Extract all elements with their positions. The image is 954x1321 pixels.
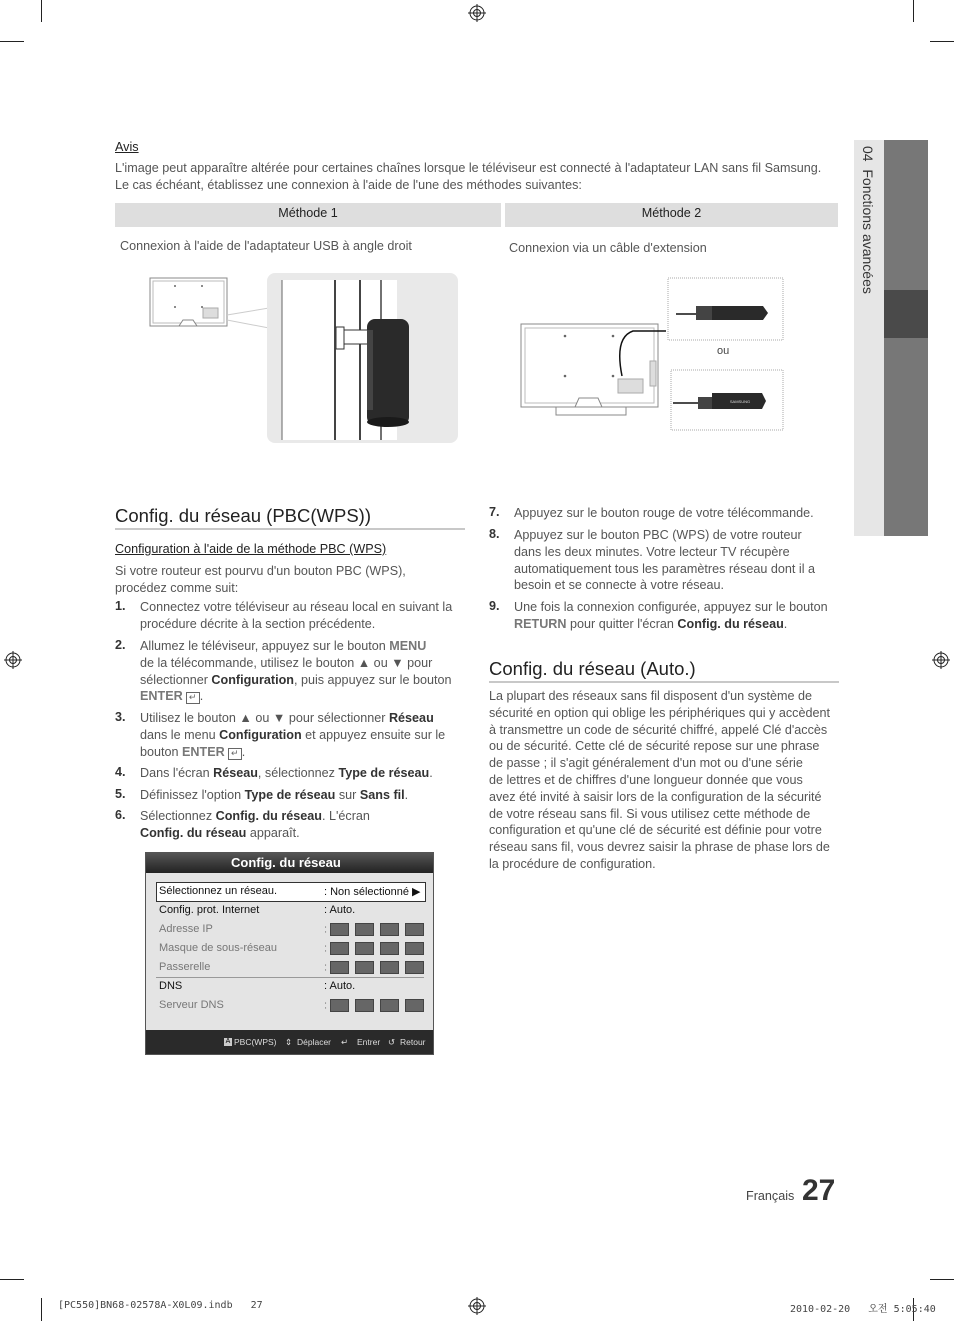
- step-number: 6.: [115, 808, 126, 822]
- ip-field[interactable]: [330, 923, 349, 936]
- step-7-text: Appuyez sur le bouton rouge de votre télécommande.: [514, 506, 814, 520]
- step-8-text: [514, 527, 815, 594]
- a-key-icon: A: [225, 1038, 231, 1045]
- footer-date: 2010-02-20 오전 5:05:40: [790, 1304, 936, 1315]
- auto-line: La plupart des réseaux sans fil disposent d'un système de: [489, 689, 813, 703]
- auto-line: ou de sécurité. Cette clé de sécurité repose sur une phrase: [489, 739, 820, 754]
- pbc-section-title: Config. du réseau (PBC(WPS)): [115, 505, 372, 526]
- step-text: .: [241, 744, 246, 759]
- registration-mark-icon: [932, 651, 950, 669]
- step-text: Allumez le téléviseur, appuyez sur le bouton: [140, 639, 390, 653]
- osd-row-value[interactable]: : Auto.: [324, 904, 356, 916]
- osd-divider: [156, 977, 424, 978]
- ip-field[interactable]: [355, 942, 374, 955]
- step-number: 9.: [489, 599, 500, 613]
- or-label: ou: [717, 345, 730, 357]
- method-2-description: Connexion via un câble d'extension: [509, 241, 707, 255]
- step-2-text: [140, 638, 451, 705]
- chapter-label: [858, 146, 878, 336]
- enter-key: ENTER: [140, 689, 183, 704]
- page-number: 27: [802, 1174, 836, 1207]
- step-8-line: automatiquement tous les paramètres réseau dont il a: [514, 561, 816, 576]
- step-number: 1.: [115, 599, 126, 613]
- step-number: 8.: [489, 527, 500, 541]
- network-config-osd: [145, 852, 434, 1055]
- ip-field[interactable]: [405, 999, 424, 1012]
- auto-line: avez été invité à saisir lors de la configuration de la sécurité: [489, 789, 822, 804]
- registration-mark-icon: [468, 1297, 486, 1315]
- step-text: apparaît.: [246, 825, 300, 840]
- osd-footer-enter: Entrer: [357, 1037, 381, 1047]
- avis-line-1: L'image peut apparaître altérée pour certaines chaînes lorsque le téléviseur est connecté à l'adaptateur LAN sans fil Samsung.: [115, 161, 822, 175]
- step-number: 7.: [489, 505, 500, 519]
- step-text: .: [429, 766, 433, 780]
- step-1-text: [140, 599, 452, 633]
- step-8-line: Appuyez sur le bouton PBC (WPS) de votre routeur: [514, 528, 802, 542]
- step-number: 4.: [115, 765, 126, 779]
- ip-field[interactable]: [330, 999, 349, 1012]
- step-text: . L'écran: [321, 809, 370, 823]
- ip-field[interactable]: [380, 923, 399, 936]
- crop-mark: [930, 41, 954, 42]
- step-text: .: [199, 689, 204, 704]
- chapter-tab-active: [884, 290, 928, 338]
- step-3-text: [140, 710, 445, 760]
- auto-body: [489, 688, 830, 873]
- menu-name: Type de réseau: [338, 766, 430, 780]
- method-1-description: Connexion à l'aide de l'adaptateur USB à angle droit: [120, 239, 412, 253]
- crop-mark: [930, 1279, 954, 1280]
- auto-line: de passe ; il s'agit généralement d'un mot ou d'une série: [489, 756, 803, 771]
- osd-row-value: [324, 923, 430, 936]
- osd-colon: :: [324, 999, 328, 1012]
- step-text: bouton: [140, 744, 183, 759]
- step-number: 2.: [115, 638, 126, 652]
- step-text: Utilisez le bouton ▲ ou ▼ pour sélectionner: [140, 711, 389, 725]
- osd-row-label: Sélectionnez un réseau.: [159, 885, 278, 897]
- ip-field[interactable]: [355, 923, 374, 936]
- crop-mark: [41, 0, 42, 22]
- ip-field[interactable]: [330, 942, 349, 955]
- method-1-header: Méthode 1: [115, 203, 501, 227]
- step-text: Sélectionnez: [140, 809, 216, 823]
- enter-icon: ↵: [228, 748, 242, 760]
- osd-row-value[interactable]: : Auto.: [324, 980, 356, 992]
- step-number: 3.: [115, 710, 126, 724]
- step-text: .: [404, 788, 409, 802]
- osd-footer-pbc[interactable]: PBC(WPS): [234, 1037, 277, 1047]
- step-text: pour quitter l'écran: [566, 616, 678, 631]
- auto-line: de votre réseau sans fil. Si vous utilisez cette méthode de: [489, 806, 811, 821]
- step-text: de la télécommande, utilisez le bouton ▲ ou ▼ pour: [140, 655, 433, 670]
- footer-language: Français: [746, 1189, 795, 1203]
- auto-line: configuration et qu'une clé de sécurité est définie pour votre: [489, 823, 822, 838]
- step-5-text: [140, 787, 408, 804]
- auto-line: de lettres et de chiffres d'une longueur donnée que vous: [489, 772, 803, 787]
- osd-row-value: [324, 961, 430, 974]
- step-number: 5.: [115, 787, 126, 801]
- step-text: dans le menu: [140, 727, 220, 742]
- enter-key: ENTER: [182, 744, 225, 759]
- osd-row-label: Passerelle: [159, 961, 211, 973]
- menu-name: Sans fil: [359, 788, 405, 802]
- osd-row-value: [324, 942, 430, 955]
- chapter-number: 04: [860, 146, 876, 162]
- step-text: Une fois la connexion configurée, appuyez sur le bouton: [514, 600, 828, 614]
- return-icon: ↺: [388, 1037, 396, 1047]
- usb-stick-brand: SAMSUNG: [729, 399, 751, 404]
- crop-mark: [0, 41, 24, 42]
- osd-title: Config. du réseau: [146, 853, 433, 873]
- updown-icon: ⇕: [285, 1037, 293, 1047]
- step-text: Dans l'écran: [140, 766, 214, 780]
- pbc-intro-1: Si votre routeur est pourvu d'un bouton PBC (WPS),: [115, 564, 406, 578]
- section-divider: [115, 528, 465, 530]
- method-1-illustration: [145, 270, 460, 445]
- step-text: , sélectionnez: [257, 766, 339, 780]
- osd-row-value: [324, 999, 430, 1012]
- pbc-subtitle: Configuration à l'aide de la méthode PBC (WPS): [115, 542, 387, 556]
- method-2-illustration: [518, 276, 788, 436]
- osd-footer-back[interactable]: Retour: [400, 1037, 426, 1047]
- auto-section-title: Config. du réseau (Auto.): [489, 658, 696, 679]
- step-8-line: dans les deux minutes. Votre lecteur TV récupère: [514, 544, 790, 559]
- ip-field[interactable]: [330, 961, 349, 974]
- avis-line-2: Le cas échéant, établissez une connexion à l'aide de l'une des méthodes suivantes:: [115, 178, 582, 192]
- auto-line: sécurité en option qui oblige les périphériques qui y accèdent: [489, 705, 830, 720]
- auto-line: la procédure de configuration.: [489, 856, 656, 871]
- osd-footer-move: Déplacer: [297, 1037, 332, 1047]
- osd-row-value[interactable]: : Non sélectionné ▶: [324, 886, 421, 898]
- osd-colon: :: [324, 923, 328, 936]
- ip-field[interactable]: [355, 961, 374, 974]
- step-1-line: procédure décrite à la section précédente.: [140, 616, 376, 631]
- step-4-text: [140, 765, 433, 782]
- osd-row-label: DNS: [159, 980, 183, 992]
- menu-name: Type de réseau: [244, 788, 336, 802]
- auto-line: réseau sans fil, vous devrez saisir la phrase de phase lors de: [489, 840, 830, 855]
- ip-field[interactable]: [380, 961, 399, 974]
- avis-heading: Avis: [115, 140, 139, 154]
- menu-name: Réseau: [388, 711, 434, 725]
- step-text: .: [783, 616, 788, 631]
- auto-line: à transmettre un code de sécurité chiffré, appelé Clé d'accès: [489, 722, 828, 737]
- enter-icon: ↵: [186, 692, 200, 704]
- step-6-text: [140, 808, 370, 842]
- enter-icon: ↵: [341, 1037, 349, 1047]
- pbc-intro-2: procédez comme suit:: [115, 581, 239, 595]
- section-divider: [489, 681, 839, 683]
- step-9-text: [514, 599, 828, 633]
- ip-field[interactable]: [355, 999, 374, 1012]
- method-2-header: Méthode 2: [505, 203, 838, 227]
- chapter-tab-block: [884, 140, 928, 290]
- menu-name: Config. du réseau: [215, 809, 322, 823]
- return-key: RETURN: [514, 616, 567, 631]
- menu-name: Config. du réseau: [140, 825, 247, 840]
- step-1-line: Connectez votre téléviseur au réseau local en suivant la: [140, 600, 453, 614]
- osd-footer: [146, 1030, 433, 1054]
- step-text: sur: [335, 788, 360, 802]
- registration-mark-icon: [4, 651, 22, 669]
- footer-file-info: [PC550]BN68-02578A-X0L09.indb 27: [58, 1300, 263, 1311]
- chapter-title: Fonctions avancées: [860, 169, 876, 294]
- ip-field[interactable]: [405, 961, 424, 974]
- osd-row-label: Masque de sous-réseau: [159, 942, 278, 954]
- step-text: , puis appuyez sur le bouton: [293, 672, 452, 687]
- menu-key: MENU: [389, 639, 427, 653]
- osd-row-label: Adresse IP: [159, 923, 213, 935]
- ip-field[interactable]: [380, 999, 399, 1012]
- menu-name: Configuration: [211, 672, 294, 687]
- crop-mark: [41, 1298, 42, 1321]
- osd-colon: :: [324, 942, 328, 955]
- menu-name: Configuration: [219, 727, 302, 742]
- step-text: Définissez l'option: [140, 788, 245, 802]
- osd-row-label: Config. prot. Internet: [159, 904, 260, 916]
- ip-field[interactable]: [405, 942, 424, 955]
- menu-name: Réseau: [213, 766, 258, 780]
- ip-field[interactable]: [380, 942, 399, 955]
- crop-mark: [0, 1279, 24, 1280]
- osd-row-label: Serveur DNS: [159, 999, 224, 1011]
- step-text: et appuyez ensuite sur le: [301, 727, 446, 742]
- crop-mark: [913, 0, 914, 22]
- chapter-tab-block: [884, 338, 928, 536]
- step-text: sélectionner: [140, 672, 212, 687]
- menu-name: Config. du réseau: [677, 616, 784, 631]
- registration-mark-icon: [468, 4, 486, 22]
- ip-field[interactable]: [405, 923, 424, 936]
- osd-colon: :: [324, 961, 328, 974]
- step-8-line: besoin et se connecte à votre réseau.: [514, 578, 725, 593]
